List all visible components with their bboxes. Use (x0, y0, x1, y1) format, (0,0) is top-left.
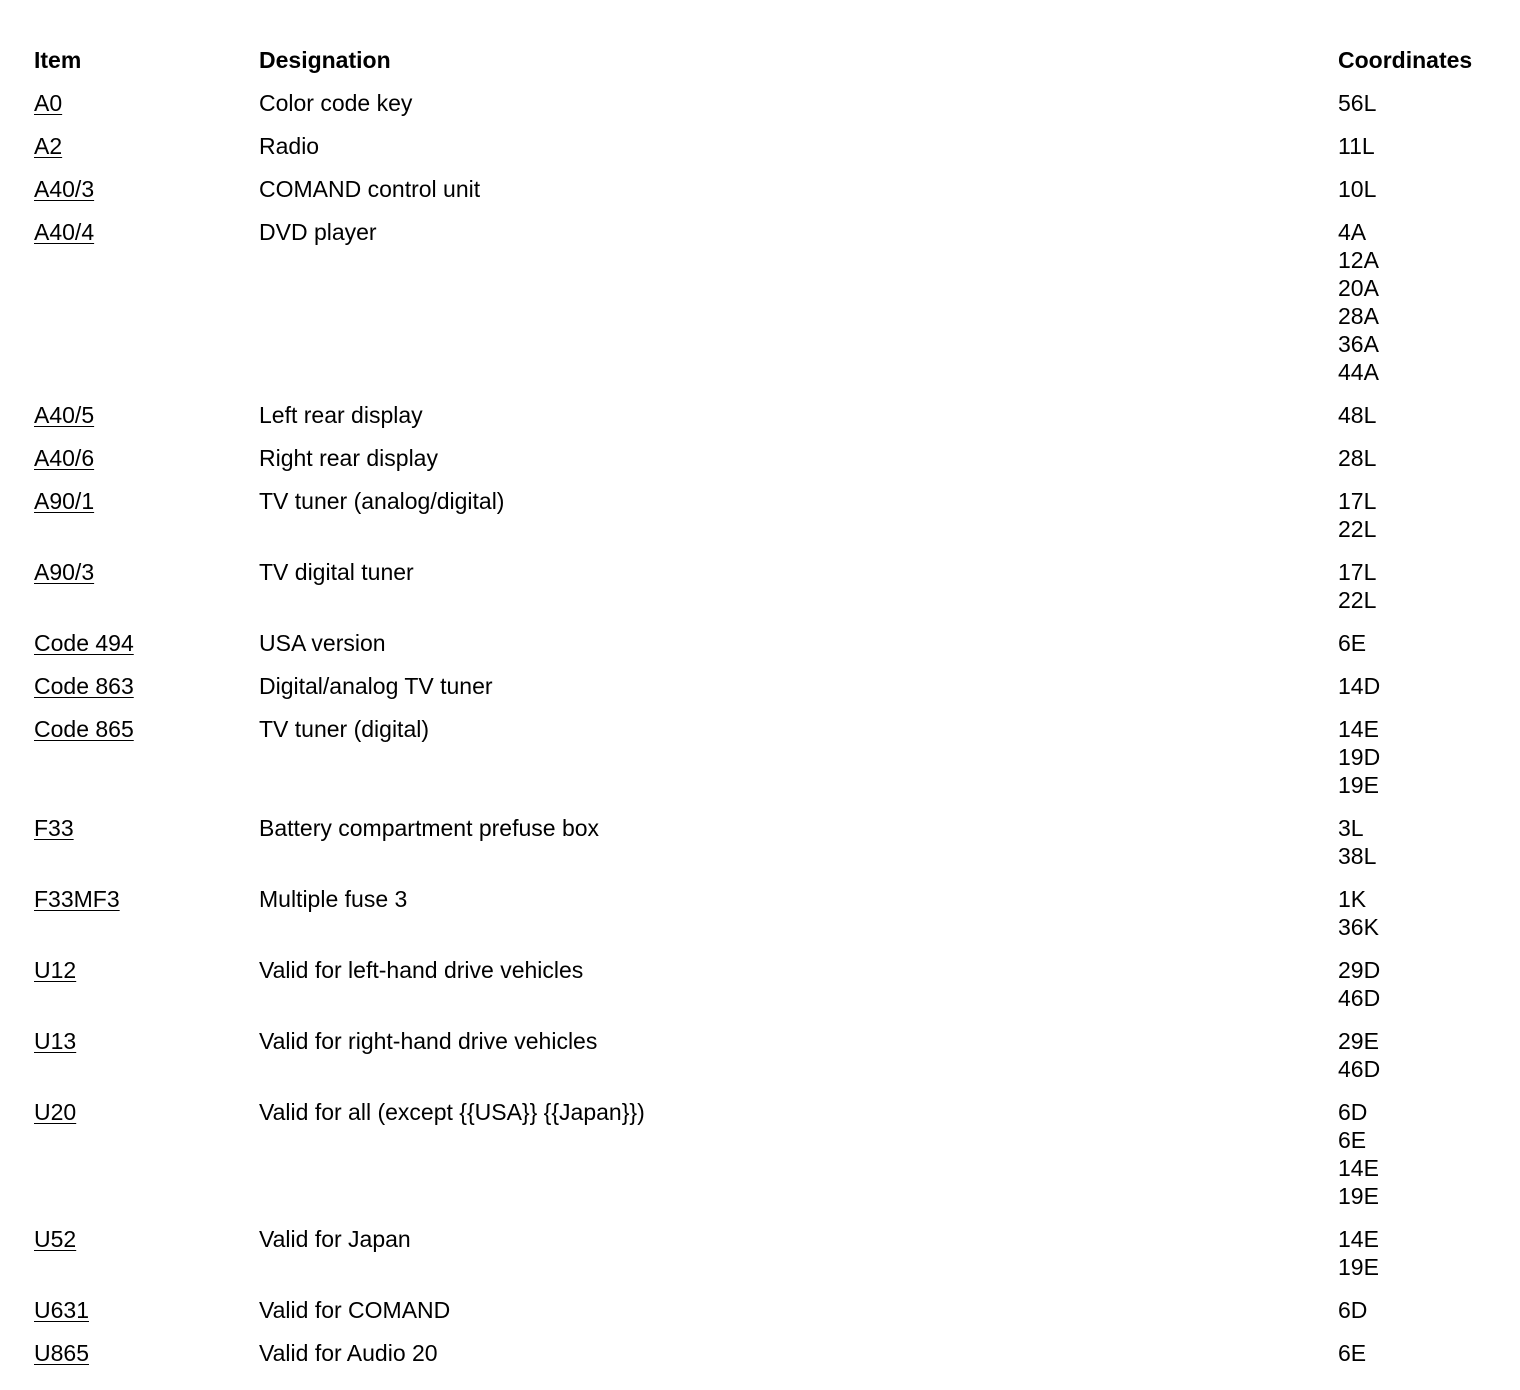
coordinates-cell (1338, 175, 1376, 203)
coordinate-value: 20A (1338, 275, 1379, 301)
coordinate-value: 28A (1338, 303, 1379, 329)
coordinates-cell (1338, 401, 1376, 429)
coordinate-value: 17L (1338, 559, 1377, 585)
designation-cell: Digital/analog TV tuner (259, 673, 493, 699)
coordinate-value: 17L (1338, 488, 1377, 514)
coordinate-value: 4A (1338, 219, 1367, 245)
coordinates-cell (1338, 1339, 1366, 1367)
item-link[interactable]: A0 (34, 90, 63, 116)
designation-cell: TV tuner (analog/digital) (259, 488, 505, 514)
item-link[interactable]: F33 (34, 815, 74, 841)
coordinate-value: 6E (1338, 1340, 1367, 1366)
header-coordinates: Coordinates (1338, 47, 1473, 73)
coordinates-cell (1338, 487, 1376, 543)
coordinates-cell (1338, 1225, 1379, 1281)
coordinates-cell (1338, 885, 1379, 941)
coordinate-value: 6D (1338, 1099, 1368, 1125)
header-designation: Designation (259, 47, 391, 73)
coordinate-value: 29D (1338, 957, 1381, 983)
coordinate-value: 1K (1338, 886, 1367, 912)
coordinate-value: 44A (1338, 359, 1379, 385)
coordinate-value: 28L (1338, 445, 1377, 471)
coordinate-value: 36K (1338, 914, 1379, 940)
header-item: Item (34, 47, 82, 73)
item-link[interactable]: A40/4 (34, 219, 95, 245)
coordinate-value: 14D (1338, 673, 1381, 699)
item-link[interactable]: A90/1 (34, 488, 95, 514)
coordinate-value: 46D (1338, 985, 1381, 1011)
coordinate-value: 14E (1338, 716, 1379, 742)
item-link[interactable]: F33MF3 (34, 886, 120, 912)
coordinate-value: 3L (1338, 815, 1364, 841)
designation-cell: Battery compartment prefuse box (259, 815, 600, 841)
designation-cell: Multiple fuse 3 (259, 886, 408, 912)
coordinate-value: 38L (1338, 843, 1377, 869)
coordinates-cell (1338, 629, 1366, 657)
coordinate-value: 11L (1338, 133, 1375, 159)
item-link[interactable]: U12 (34, 957, 77, 983)
designation-cell: Valid for right-hand drive vehicles (259, 1028, 598, 1054)
coordinate-value: 22L (1338, 587, 1377, 613)
designation-cell: Left rear display (259, 402, 423, 428)
coordinate-value: 19D (1338, 744, 1381, 770)
coordinates-cell (1338, 672, 1380, 700)
coordinates-cell (1338, 89, 1376, 117)
coordinate-value: 6E (1338, 1127, 1367, 1153)
designation-cell: COMAND control unit (259, 176, 481, 202)
coordinates-cell (1338, 814, 1376, 870)
coordinate-value: 46D (1338, 1056, 1381, 1082)
designation-cell: Valid for COMAND (259, 1297, 451, 1323)
item-link[interactable]: U52 (34, 1226, 77, 1252)
item-link[interactable]: A40/6 (34, 445, 95, 471)
coordinate-value: 22L (1338, 516, 1377, 542)
coordinate-value: 6D (1338, 1297, 1368, 1323)
coordinate-value: 12A (1338, 247, 1379, 273)
designation-cell: Valid for all (except {{USA}} {{Japan}}) (259, 1099, 645, 1125)
coordinate-value: 36A (1338, 331, 1379, 357)
coordinate-value: 6E (1338, 630, 1367, 656)
item-link[interactable]: U631 (34, 1297, 89, 1323)
coordinate-value: 56L (1338, 90, 1377, 116)
coordinates-cell (1338, 1098, 1379, 1210)
item-link[interactable]: Code 863 (34, 673, 134, 699)
designation-cell: TV digital tuner (259, 559, 414, 585)
coordinate-value: 48L (1338, 402, 1377, 428)
item-link[interactable]: A40/3 (34, 176, 95, 202)
designation-cell: Radio (259, 133, 320, 159)
coordinate-value: 19E (1338, 772, 1379, 798)
coordinate-value: 14E (1338, 1226, 1379, 1252)
designation-cell: DVD player (259, 219, 377, 245)
item-link[interactable]: Code 865 (34, 716, 134, 742)
coordinates-cell (1338, 715, 1380, 799)
coordinate-value: 29E (1338, 1028, 1379, 1054)
coordinates-cell (1338, 1027, 1380, 1083)
item-link[interactable]: A90/3 (34, 559, 95, 585)
item-link[interactable]: A40/5 (34, 402, 95, 428)
coordinates-cell (1338, 132, 1375, 160)
item-link[interactable]: U13 (34, 1028, 77, 1054)
designation-cell: Color code key (259, 90, 413, 116)
designation-cell: TV tuner (digital) (259, 716, 430, 742)
coordinate-value: 14E (1338, 1155, 1379, 1181)
coordinate-value: 10L (1338, 176, 1377, 202)
item-link[interactable]: A2 (34, 133, 63, 159)
item-link[interactable]: U865 (34, 1340, 89, 1366)
coordinates-cell (1338, 558, 1376, 614)
item-link[interactable]: U20 (34, 1099, 77, 1125)
designation-cell: Right rear display (259, 445, 438, 471)
coordinates-cell (1338, 1296, 1367, 1324)
coordinate-value: 19E (1338, 1254, 1379, 1280)
coordinate-value: 19E (1338, 1183, 1379, 1209)
designation-cell: Valid for Audio 20 (259, 1340, 438, 1366)
item-link[interactable]: Code 494 (34, 630, 134, 656)
designation-cell: Valid for left-hand drive vehicles (259, 957, 584, 983)
coordinates-cell (1338, 218, 1379, 386)
coordinates-cell (1338, 444, 1376, 472)
designation-cell: USA version (259, 630, 386, 656)
designation-cell: Valid for Japan (259, 1226, 411, 1252)
coordinates-cell (1338, 956, 1380, 1012)
